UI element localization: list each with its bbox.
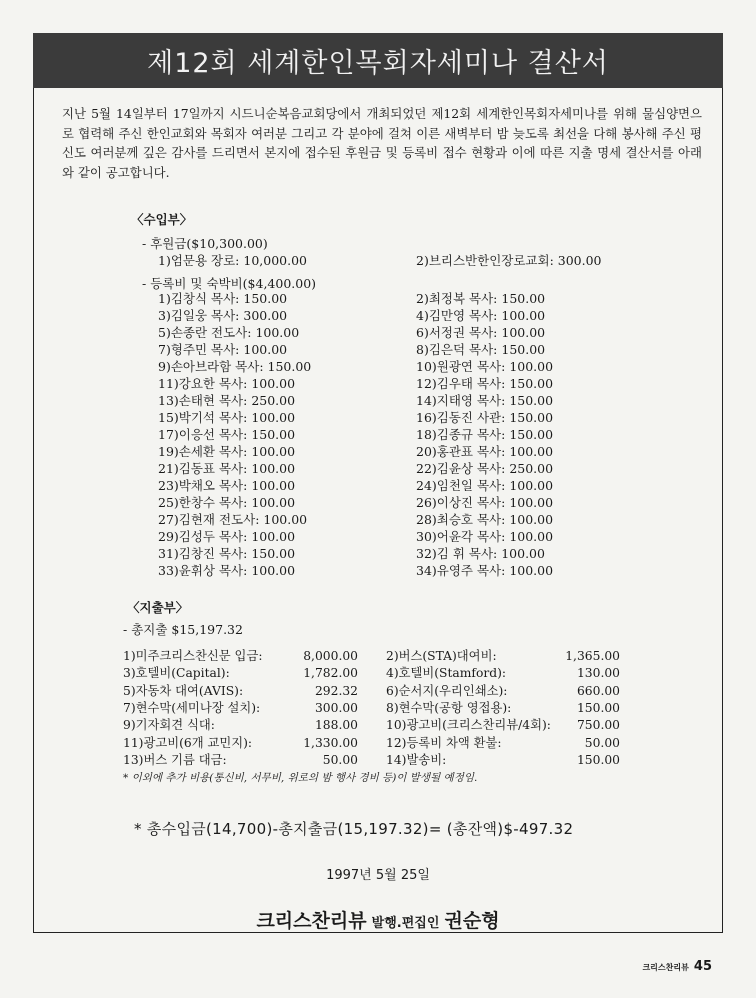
expense-item-amount: 50.00 [584, 735, 620, 750]
registration-item: 3)김일웅 목사: 300.00 [158, 308, 288, 323]
balance-summary: * 총수입금(14,700)-총지출금(15,197.32)= (총잔액)$-497.32 [134, 820, 574, 838]
page-title: 제12회 세계한인목회자세미나 결산서 [33, 33, 723, 88]
registration-list-right [416, 290, 553, 579]
registration-item: 17)이응선 목사: 150.00 [158, 427, 296, 442]
registration-item: 26)이상진 목사: 100.00 [416, 495, 554, 510]
publication-date: 1997년 5월 25일 [326, 868, 430, 883]
registration-label: - 등록비 및 숙박비($4,400.00) [142, 276, 317, 291]
page-footer [642, 955, 712, 974]
registration-item: 29)김성두 목사: 100.00 [158, 529, 296, 544]
expense-item-label: 5)자동차 대여(AVIS): [123, 683, 244, 698]
expense-item-label: 10)광고비(크리스찬리뷰/4회): [386, 718, 551, 733]
expense-item-label: 7)현수막(세미나장 설치): [123, 700, 261, 715]
expense-total: - 총지출 $15,197.32 [123, 622, 243, 637]
registration-item: 14)지태영 목사: 150.00 [416, 393, 554, 408]
registration-item: 7)형주민 목사: 100.00 [158, 342, 288, 357]
registration-item: 34)유영주 목사: 100.00 [416, 563, 554, 578]
expense-item-amount: 660.00 [576, 683, 620, 698]
publisher-name: 크리스찬리뷰 [256, 910, 367, 932]
expense-item-label: 12)등록비 차액 환불: [386, 735, 502, 750]
registration-item: 20)홍관표 목사: 100.00 [416, 444, 554, 459]
expense-item-amount: 150.00 [576, 700, 620, 715]
intro-paragraph: 지난 5월 14일부터 17일까지 시드니순복음교회당에서 개최되었던 제12회 세계한인목회자세미나를 위해 물심양면으로 협력해 주신 한인교회와 목회자 여러분 그리고 각 분야에 걸쳐 이른 새벽부터 밤 늦도록 최선을 다해 봉사해 주신 평신도 여러분께 깊은 감사를 드리면서 본지에 접수된 후원금 및 등록비 접수 현황과 이에 따른 지출 명세 결산서를 아래와 같이 공고합니다. [62, 106, 702, 180]
registration-item: 32)김 휘 목사: 100.00 [416, 546, 545, 561]
income-heading: 〈수입부〉 [131, 212, 193, 227]
expense-item-amount: 150.00 [576, 752, 620, 767]
registration-item: 23)박채오 목사: 100.00 [158, 478, 296, 493]
expense-item-label: 1)미주크리스찬신문 입금: [123, 649, 263, 663]
donation-item: 1)엄문용 장로: 10,000.00 [158, 253, 307, 268]
donation-label: - 후원금($10,300.00) [142, 236, 268, 251]
expense-item-amount: 750.00 [576, 718, 620, 733]
expense-item-label: 11)광고비(6개 교민지): [123, 735, 253, 750]
footer-brand: 크리스찬리뷰 [642, 963, 689, 972]
signer-name: 권순형 [444, 910, 500, 932]
registration-item: 12)김우태 목사: 150.00 [416, 376, 554, 391]
expense-item-amount: 292.32 [314, 683, 358, 698]
expense-item-label: 2)버스(STA)대여비: [386, 649, 497, 663]
expense-item-label: 14)발송비: [386, 752, 447, 767]
expense-item-label: 4)호텔비(Stamford): [386, 666, 507, 681]
registration-item: 9)손아브라함 목사: 150.00 [158, 359, 312, 374]
registration-item: 22)김윤상 목사: 250.00 [416, 461, 554, 476]
registration-item: 10)원광연 목사: 100.00 [416, 359, 554, 374]
registration-item: 11)강요한 목사: 100.00 [158, 376, 296, 391]
registration-item: 18)김종규 목사: 150.00 [416, 427, 554, 442]
registration-item: 13)손태현 목사: 250.00 [158, 393, 296, 408]
expense-item-label: 3)호텔비(Capital): [123, 666, 230, 681]
registration-item: 31)김창진 목사: 150.00 [158, 546, 296, 561]
registration-item: 28)최승호 목사: 100.00 [416, 512, 554, 527]
signature [0, 906, 756, 933]
expense-item-amount: 1,330.00 [303, 735, 358, 750]
registration-item: 1)김창식 목사: 150.00 [158, 291, 288, 306]
expense-item-amount: 1,782.00 [303, 666, 358, 681]
registration-item: 6)서정권 목사: 100.00 [416, 325, 546, 340]
donation-item: 2)브리스반한인장로교회: 300.00 [416, 253, 602, 268]
registration-item: 33)윤휘상 목사: 100.00 [158, 563, 296, 578]
expense-item-amount: 1,365.00 [565, 649, 620, 663]
expense-item-amount: 8,000.00 [303, 649, 358, 663]
page-number: 45 [693, 959, 712, 974]
expense-item-amount: 300.00 [314, 700, 358, 715]
expense-item-amount: 188.00 [314, 718, 358, 733]
registration-item: 4)김만영 목사: 100.00 [416, 308, 546, 323]
registration-list-left [158, 290, 311, 579]
registration-item: 27)김현재 전도사: 100.00 [158, 512, 308, 527]
expense-item-amount: 130.00 [576, 666, 620, 681]
expense-note: * 이외에 추가 비용(통신비, 서무비, 위로의 밤 행사 경비 등)이 발생될 예정임. [123, 772, 478, 784]
registration-item: 2)최정복 목사: 150.00 [416, 291, 546, 306]
registration-item: 30)어윤각 목사: 100.00 [416, 529, 554, 544]
registration-item: 5)손종란 전도사: 100.00 [158, 325, 300, 340]
registration-item: 15)박기석 목사: 100.00 [158, 410, 296, 425]
expense-item-label: 9)기자회견 식대: [123, 718, 215, 733]
registration-item: 21)김동표 목사: 100.00 [158, 461, 296, 476]
registration-item: 16)김동진 사관: 150.00 [416, 410, 554, 425]
registration-item: 25)한창수 목사: 100.00 [158, 495, 296, 510]
expense-item-label: 13)버스 기름 대금: [123, 752, 227, 767]
expense-heading: 〈지출부〉 [127, 600, 189, 615]
expense-item-label: 6)순서지(우리인쇄소): [386, 683, 508, 698]
registration-item: 8)김은덕 목사: 150.00 [416, 342, 546, 357]
registration-item: 24)임천일 목사: 100.00 [416, 478, 554, 493]
registration-item: 19)손세환 목사: 100.00 [158, 444, 296, 459]
expense-item-label: 8)현수막(공항 영접용): [386, 700, 512, 715]
expense-item-amount: 50.00 [322, 752, 358, 767]
publisher-role: 발행.편집인 [371, 916, 440, 931]
